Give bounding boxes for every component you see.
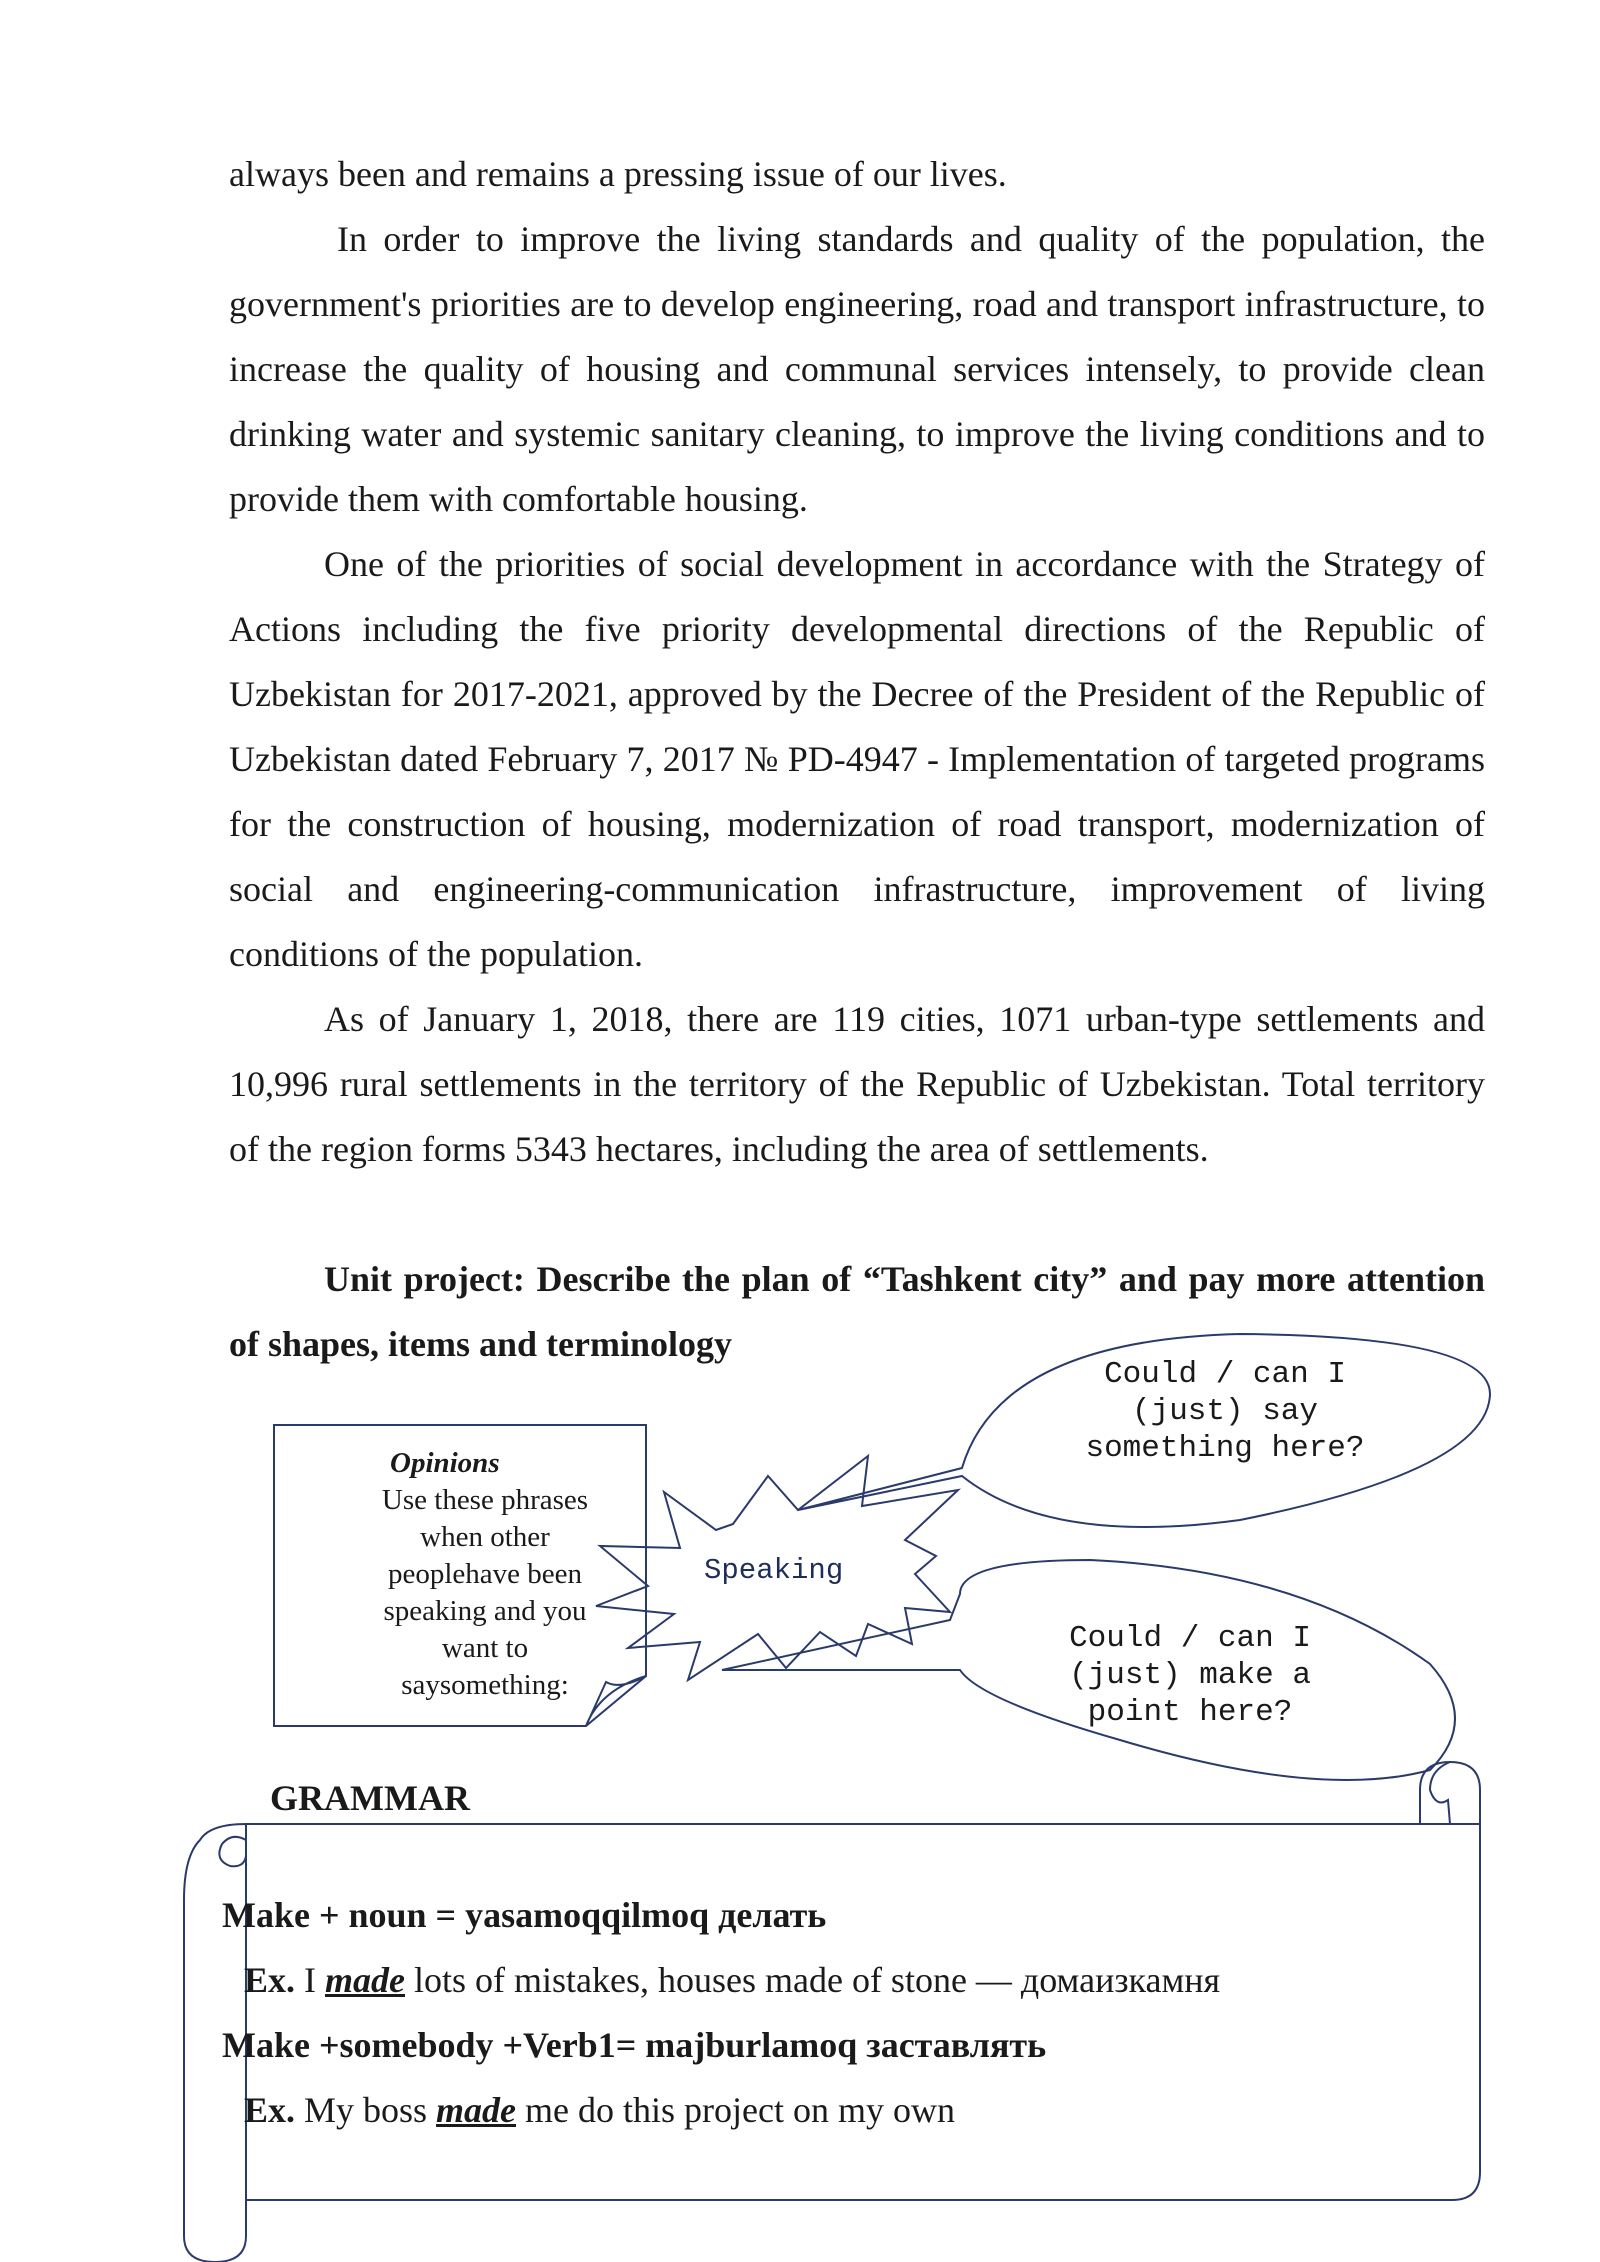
grammar-title: GRAMMAR [270, 1778, 470, 1818]
opinions-body [350, 1482, 620, 1704]
example-text: I [295, 1960, 326, 2000]
grammar-rule-2: Make +somebody +Verb1= majburlamoq заставлять [222, 2025, 1047, 2065]
speech-bubble-2-text [1040, 1620, 1340, 1731]
grammar-scroll-right-curl [1430, 1762, 1450, 1824]
opinions-line: when other [420, 1521, 550, 1553]
speaking-label: Speaking [704, 1554, 844, 1587]
paragraph-1: always been and remains a pressing issue of our lives. [229, 154, 1007, 194]
opinions-line: want to [441, 1632, 529, 1664]
bubble-line: (just) say [1131, 1394, 1319, 1429]
example-text: lots of mistakes, houses made of stone — домаизкамня [405, 1960, 1221, 2000]
example-verb: made [325, 1960, 405, 2000]
example-label: Ex. [244, 2090, 296, 2130]
paragraph-2: In order to improve the living standards and quality of the population, the government's priorities are to develop engineering, road and transport infrastructure, to increase the quality of housing and communal services intensely, to provide clean drinking water and systemic sanitary cleaning, to improve the living conditions and to provide them with comfortable housing. [229, 219, 1485, 519]
opinions-line: Use these phrases [381, 1484, 589, 1516]
example-text: My boss [295, 2090, 437, 2130]
paragraph-4: As of January 1, 2018, there are 119 cities, 1071 urban-type settlements and 10,996 rural settlements in the territory of the Republic of Uzbekistan. Total territory of the region forms 5343 hectares, including the area of settlements. [229, 999, 1485, 1169]
paragraph-3: One of the priorities of social development in accordance with the Strategy of Actions including the five priority developmental directions of the Republic of Uzbekistan for 2017-2021, approved by the Decree of the President of the Republic of Uzbekistan dated February 7, 2017 № PD-4947 - Implementation of targeted programs for the construction of housing, modernization of road transport, modernization of social and engineering-communication infrastructure, improvement of living conditions of the population. [229, 544, 1485, 974]
example-label: Ex. [244, 1960, 296, 2000]
opinions-line: saysomething: [401, 1669, 569, 1701]
bubble-line: (just) make a [1069, 1658, 1311, 1693]
opinions-line: peoplehave been [387, 1558, 583, 1590]
grammar-rule-1: Make + noun = yasamoqqilmoq делать [222, 1895, 827, 1935]
grammar-scroll-left-curl [219, 1837, 246, 1866]
body-text [229, 142, 1485, 1182]
bubble-line: Could / can I [1104, 1357, 1346, 1392]
opinions-title: Opinions [390, 1447, 500, 1479]
speech-bubble-1-text [1055, 1356, 1395, 1467]
example-text: me do this project on my own [516, 2090, 955, 2130]
bubble-line: point here? [1087, 1695, 1293, 1730]
grammar-example-2 [222, 2078, 1462, 2143]
grammar-content [222, 1883, 1462, 2143]
opinions-line: speaking and you [383, 1595, 587, 1627]
grammar-example-1 [222, 1948, 1462, 2013]
unit-project-text: Unit project: Describe the plan of “Tashkent city” and pay more attention of shapes, items and terminology [229, 1259, 1485, 1364]
bubble-line: Could / can I [1069, 1621, 1311, 1656]
bubble-line: something here? [1085, 1431, 1365, 1466]
example-verb: made [436, 2090, 517, 2130]
